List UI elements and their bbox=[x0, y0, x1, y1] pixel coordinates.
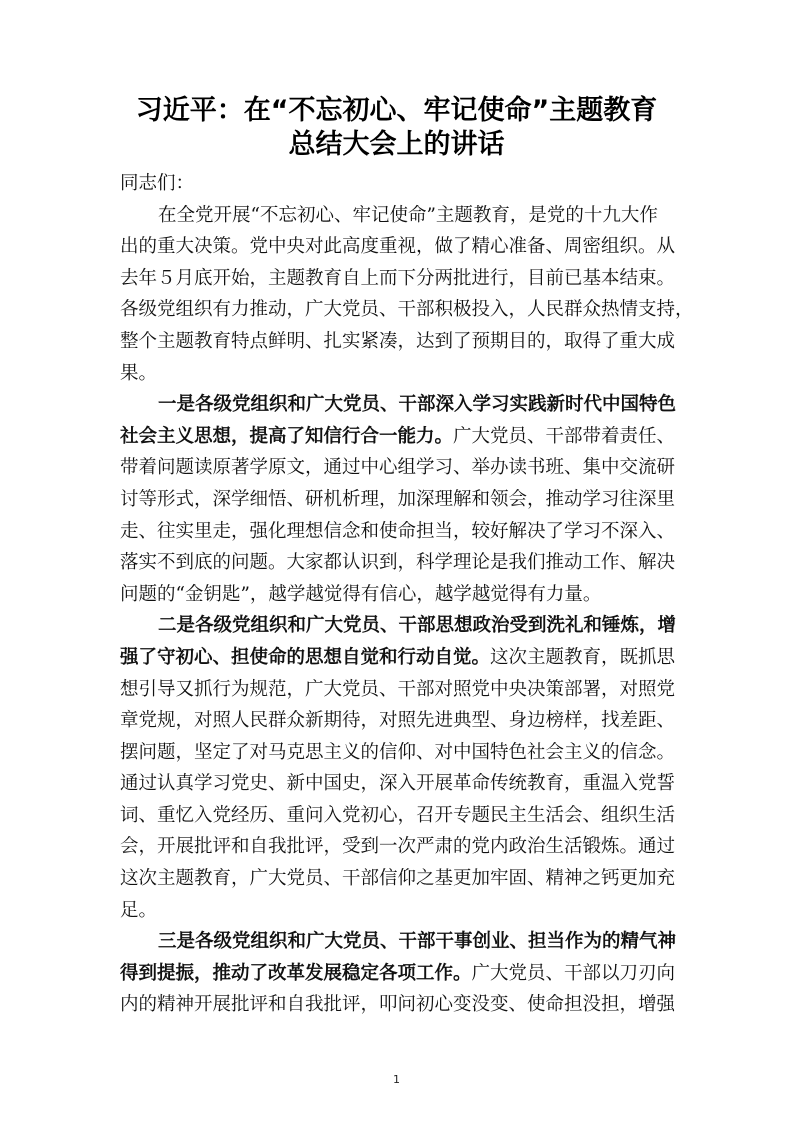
text-run: 落实不到底的问题。大家都认识到，科学理论是我们推动工作、解决 bbox=[120, 552, 676, 574]
text-run: 问题的“金钥匙”，越学越觉得有信心，越学越觉得有力量。 bbox=[120, 583, 602, 605]
text-line bbox=[120, 610, 676, 642]
text-line bbox=[120, 516, 676, 548]
text-run: 果。 bbox=[120, 362, 158, 384]
text-line bbox=[120, 579, 676, 611]
text-run: 足。 bbox=[120, 899, 158, 921]
text-run: 广大党员、干部带着责任、 bbox=[453, 425, 676, 447]
text-line bbox=[120, 358, 676, 390]
text-run: 章党规，对照人民群众新期待，对照先进典型、身边榜样，找差距、 bbox=[120, 710, 676, 732]
text-line bbox=[120, 263, 676, 295]
text-run: 走、往实里走，强化理想信念和使命担当，较好解决了学习不深入、 bbox=[120, 520, 676, 542]
text-line bbox=[120, 547, 676, 579]
bold-text: 强了守初心、担使命的思想自觉和行动自觉。 bbox=[120, 646, 491, 668]
text-run: 这次主题教育，广大党员、干部信仰之基更加牢固、精神之钙更加充 bbox=[120, 868, 676, 890]
text-line bbox=[120, 294, 694, 326]
text-line bbox=[120, 484, 676, 516]
text-line bbox=[120, 831, 676, 863]
text-line bbox=[120, 705, 676, 737]
text-line bbox=[120, 926, 676, 958]
bold-text: 社会主义思想，提高了知信行合一能力。 bbox=[120, 425, 454, 447]
title-line-1: 习近平：在“不忘初心、牢记使命”主题教育 bbox=[135, 95, 658, 126]
text-run: 会，开展批评和自我批评，受到一次严肃的党内政治生活锻炼。通过 bbox=[120, 836, 676, 858]
text-line bbox=[120, 737, 676, 769]
text-line bbox=[120, 863, 676, 895]
salutation: 同志们： bbox=[120, 173, 195, 194]
text-line bbox=[120, 231, 676, 263]
text-line bbox=[120, 642, 676, 674]
text-line bbox=[120, 989, 676, 1021]
text-line bbox=[120, 200, 676, 232]
text-run: 通过认真学习党史、新中国史，深入开展革命传统教育，重温入党誓 bbox=[120, 773, 676, 795]
page-number: 1 bbox=[393, 1073, 400, 1086]
document-title bbox=[100, 94, 693, 162]
text-run: 摆问题，坚定了对马克思主义的信仰、对中国特色社会主义的信念。 bbox=[120, 741, 676, 763]
document-body bbox=[120, 168, 694, 1021]
text-line bbox=[120, 895, 676, 927]
text-line bbox=[120, 452, 676, 484]
text-run: 在全党开展“不忘初心、牢记使命”主题教育，是党的十九大作 bbox=[158, 204, 658, 226]
text-run: 去年５月底开始，主题教育自上而下分两批进行，目前已基本结束。 bbox=[120, 267, 676, 289]
text-run: 这次主题教育，既抓思 bbox=[490, 646, 676, 668]
text-run: 内的精神开展批评和自我批评，叩问初心变没变、使命担没担，增强 bbox=[120, 994, 676, 1016]
text-run: 词、重忆入党经历、重问入党初心，召开专题民主生活会、组织生活 bbox=[120, 804, 676, 826]
paragraph bbox=[120, 926, 676, 1021]
paragraph bbox=[120, 200, 694, 390]
bold-text: 得到提振，推动了改革发展稳定各项工作。 bbox=[120, 962, 472, 984]
bold-text: 三是各级党组织和广大党员、干部干事创业、担当作为的精气神 bbox=[158, 931, 677, 953]
text-run: 带着问题读原著学原文，通过中心组学习、举办读书班、集中交流研 bbox=[120, 457, 676, 479]
title-line-2: 总结大会上的讲话 bbox=[288, 129, 505, 160]
text-line bbox=[120, 389, 676, 421]
text-run: 整个主题教育特点鲜明、扎实紧凑，达到了预期目的，取得了重大成 bbox=[120, 330, 676, 352]
text-line bbox=[120, 768, 676, 800]
text-line bbox=[120, 800, 676, 832]
bold-text: 一是各级党组织和广大党员、干部深入学习实践新时代中国特色 bbox=[158, 394, 677, 416]
text-run: 出的重大决策。党中央对此高度重视，做了精心准备、周密组织。从 bbox=[120, 236, 676, 258]
text-line bbox=[120, 326, 676, 358]
text-run: 想引导又抓行为规范，广大党员、干部对照党中央决策部署，对照党 bbox=[120, 678, 676, 700]
paragraph bbox=[120, 610, 676, 926]
paragraphs bbox=[120, 200, 694, 1021]
text-run: 各级党组织有力推动，广大党员、干部积极投入，人民群众热情支持， bbox=[120, 299, 694, 321]
text-line bbox=[120, 958, 676, 990]
bold-text: 二是各级党组织和广大党员、干部思想政治受到洗礼和锤炼，增 bbox=[158, 615, 677, 637]
paragraph bbox=[120, 389, 676, 610]
text-line bbox=[120, 421, 676, 453]
text-run: 讨等形式，深学细悟、研机析理，加深理解和领会，推动学习往深里 bbox=[120, 488, 676, 510]
text-run: 广大党员、干部以刀刃向 bbox=[471, 962, 676, 984]
text-line bbox=[120, 674, 676, 706]
